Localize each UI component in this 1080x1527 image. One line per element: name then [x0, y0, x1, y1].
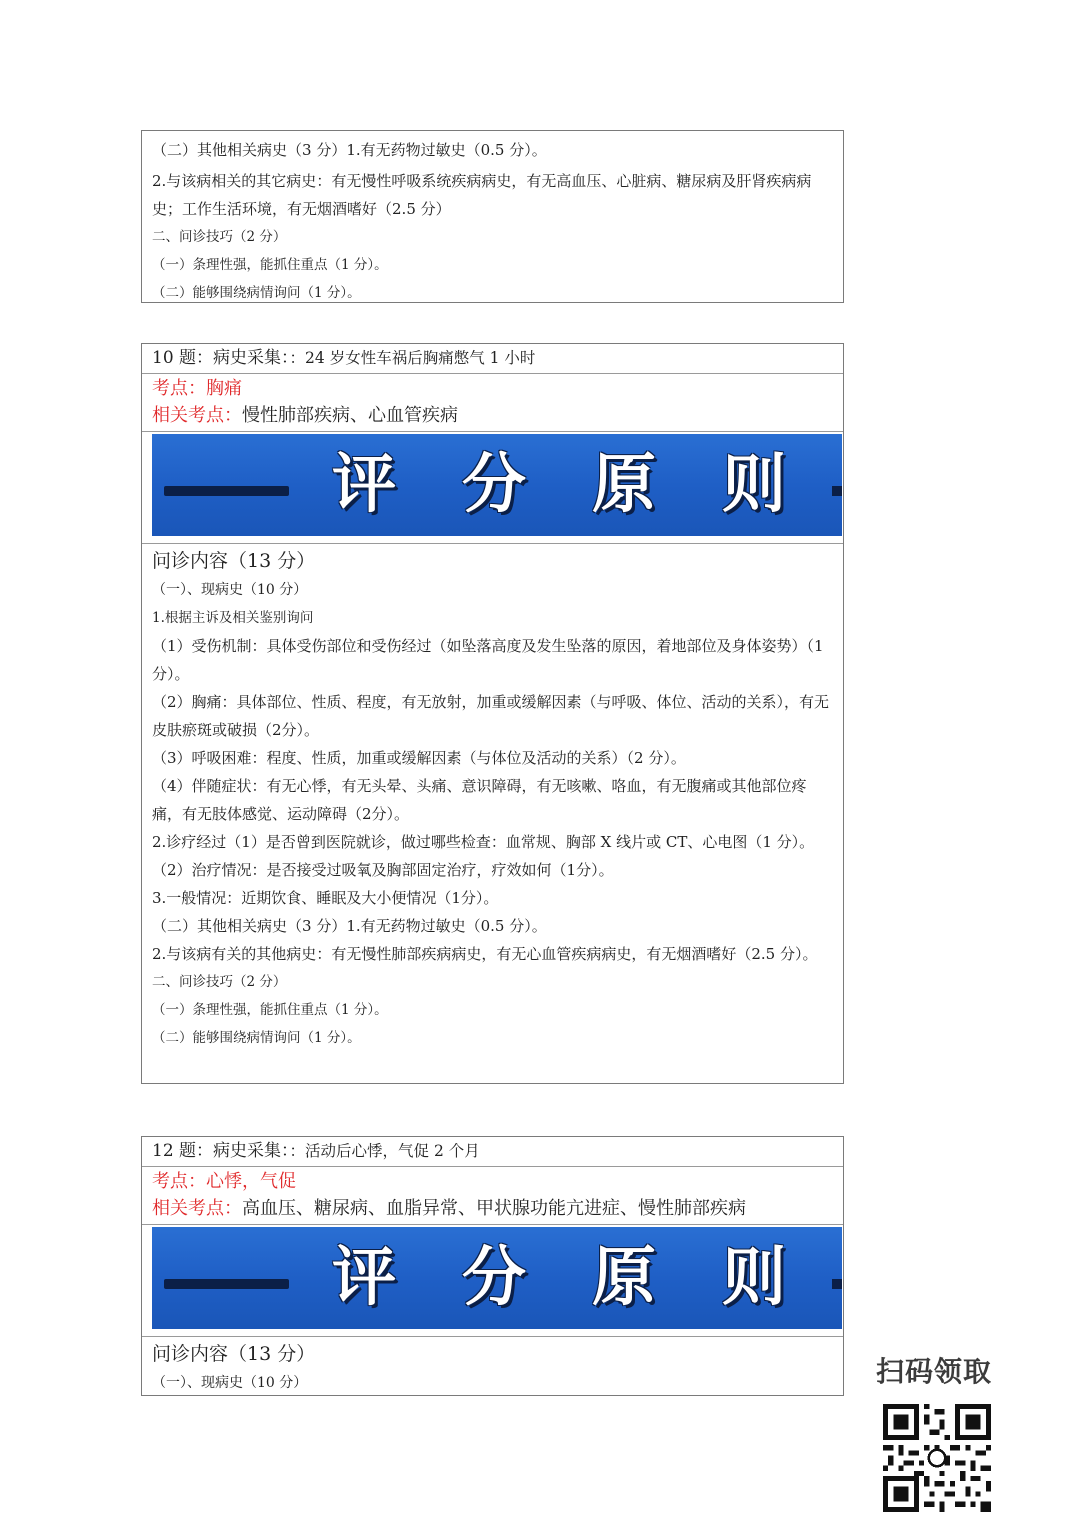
banner-char: 原	[592, 448, 656, 522]
kaodian-label: 考点：	[152, 378, 206, 399]
text-line: 2.与该病相关的其它病史：有无慢性呼吸系统疾病病史，有无高血压、心脏病、糖尿病及肝肾疾病病史；工作生活环境，有无烟酒嗜好（2.5 分）	[152, 172, 812, 218]
text-line: （4）伴随症状：有无心悸，有无头晕、头痛、意识障碍，有无咳嗽、咯血，有无腹痛或其他部位疼痛，有无肢体感觉、运动障碍（2分）。	[152, 777, 807, 823]
dash-right	[832, 486, 842, 496]
key-points	[142, 374, 843, 432]
text-line: 二、问诊技巧（2 分）	[152, 229, 287, 245]
qr-code-icon[interactable]	[883, 1404, 991, 1512]
banner-char: 分	[462, 448, 526, 522]
question-type: 病史采集：	[213, 1141, 290, 1161]
question-number: 10 题：	[152, 348, 214, 368]
text-line: （2）胸痛：具体部位、性质、程度，有无放射，加重或缓解因素（与呼吸、体位、活动的关系），有无皮肤瘀斑或破损（2分）。	[152, 693, 830, 739]
banner-char: 则	[722, 448, 786, 522]
kaodian-line	[152, 1168, 833, 1195]
kaodian-label: 考点：	[152, 1171, 206, 1192]
question-number: 12 题：	[152, 1141, 214, 1161]
qr-caption: 扫码领取	[876, 1355, 993, 1388]
text-line: （二）能够围绕病情询问（1 分）。	[152, 1030, 361, 1046]
related-label: 相关考点：	[152, 1198, 242, 1219]
content-heading: 问诊内容（13 分）	[152, 1343, 316, 1365]
banner-char: 原	[592, 1241, 656, 1315]
question-type: 病史采集：	[213, 348, 290, 368]
text-line: （二）其他相关病史（3 分）1.有无药物过敏史（0.5 分）。	[152, 141, 547, 159]
text-line: （2）治疗情况：是否接受过吸氧及胸部固定治疗，疗效如何（1分）。	[152, 861, 614, 879]
question-title	[142, 344, 843, 374]
banner-char: 则	[722, 1241, 786, 1315]
related-value: 高血压、糖尿病、血脂异常、甲状腺功能亢进症、慢性肺部疾病	[242, 1198, 746, 1219]
text-line: 3.一般情况：近期饮食、睡眠及大小便情况（1分）。	[152, 889, 499, 907]
key-points	[142, 1167, 843, 1225]
top-partial-block	[141, 130, 844, 303]
scoring-banner-cell	[142, 432, 843, 544]
text-line: 二、问诊技巧（2 分）	[152, 974, 287, 990]
related-label: 相关考点：	[152, 405, 242, 426]
question-title	[142, 1137, 843, 1167]
scoring-banner-cell	[142, 1225, 843, 1337]
related-kaodian-line	[152, 402, 833, 429]
text-line: 2.诊疗经过（1）是否曾到医院就诊，做过哪些检查：血常规、胸部 X 线片或 CT、心电图（1 分）。	[152, 833, 815, 851]
text-line: （一）条理性强，能抓住重点（1 分）。	[152, 257, 388, 273]
dash-right	[832, 1279, 842, 1289]
related-value: 慢性肺部疾病、心血管疾病	[242, 405, 458, 426]
text-line: 2.与该病有关的其他病史：有无慢性肺部疾病病史，有无心血管疾病病史，有无烟酒嗜好（2.5 分）。	[152, 945, 818, 963]
related-kaodian-line	[152, 1195, 833, 1222]
question-12-block	[141, 1136, 844, 1396]
sub-heading: （一）、现病史（10 分）	[152, 1375, 308, 1391]
banner-char: 评	[332, 1241, 396, 1315]
banner-char: 评	[332, 448, 396, 522]
text-line: 1.根据主诉及相关鉴别询问	[152, 610, 314, 626]
text-line: （1）受伤机制：具体受伤部位和受伤经过（如坠落高度及发生坠落的原因，着地部位及身体姿势）（1 分）。	[152, 637, 824, 683]
kaodian-value: 胸痛	[206, 378, 242, 399]
text-line: （一）条理性强，能抓住重点（1 分）。	[152, 1002, 388, 1018]
dash-left	[164, 1279, 289, 1289]
banner-char: 分	[462, 1241, 526, 1315]
scoring-principle-banner	[152, 1227, 842, 1329]
kaodian-value: 心悸，气促	[206, 1171, 296, 1192]
text-line: （二）能够围绕病情询问（1 分）。	[152, 285, 361, 301]
dash-left	[164, 486, 289, 496]
scoring-principle-banner	[152, 434, 842, 536]
question-text: ：24 岁女性车祸后胸痛憋气 1 小时	[289, 349, 536, 367]
question-10-block	[141, 343, 844, 1084]
text-line: （二）其他相关病史（3 分）1.有无药物过敏史（0.5 分）。	[152, 917, 547, 935]
sub-heading: （一）、现病史（10 分）	[152, 582, 308, 598]
kaodian-line	[152, 375, 833, 402]
question-text: ：活动后心悸，气促 2 个月	[289, 1142, 480, 1160]
content-heading: 问诊内容（13 分）	[152, 550, 316, 572]
text-line: （3）呼吸困难：程度、性质，加重或缓解因素（与体位及活动的关系）（2 分）。	[152, 749, 686, 767]
